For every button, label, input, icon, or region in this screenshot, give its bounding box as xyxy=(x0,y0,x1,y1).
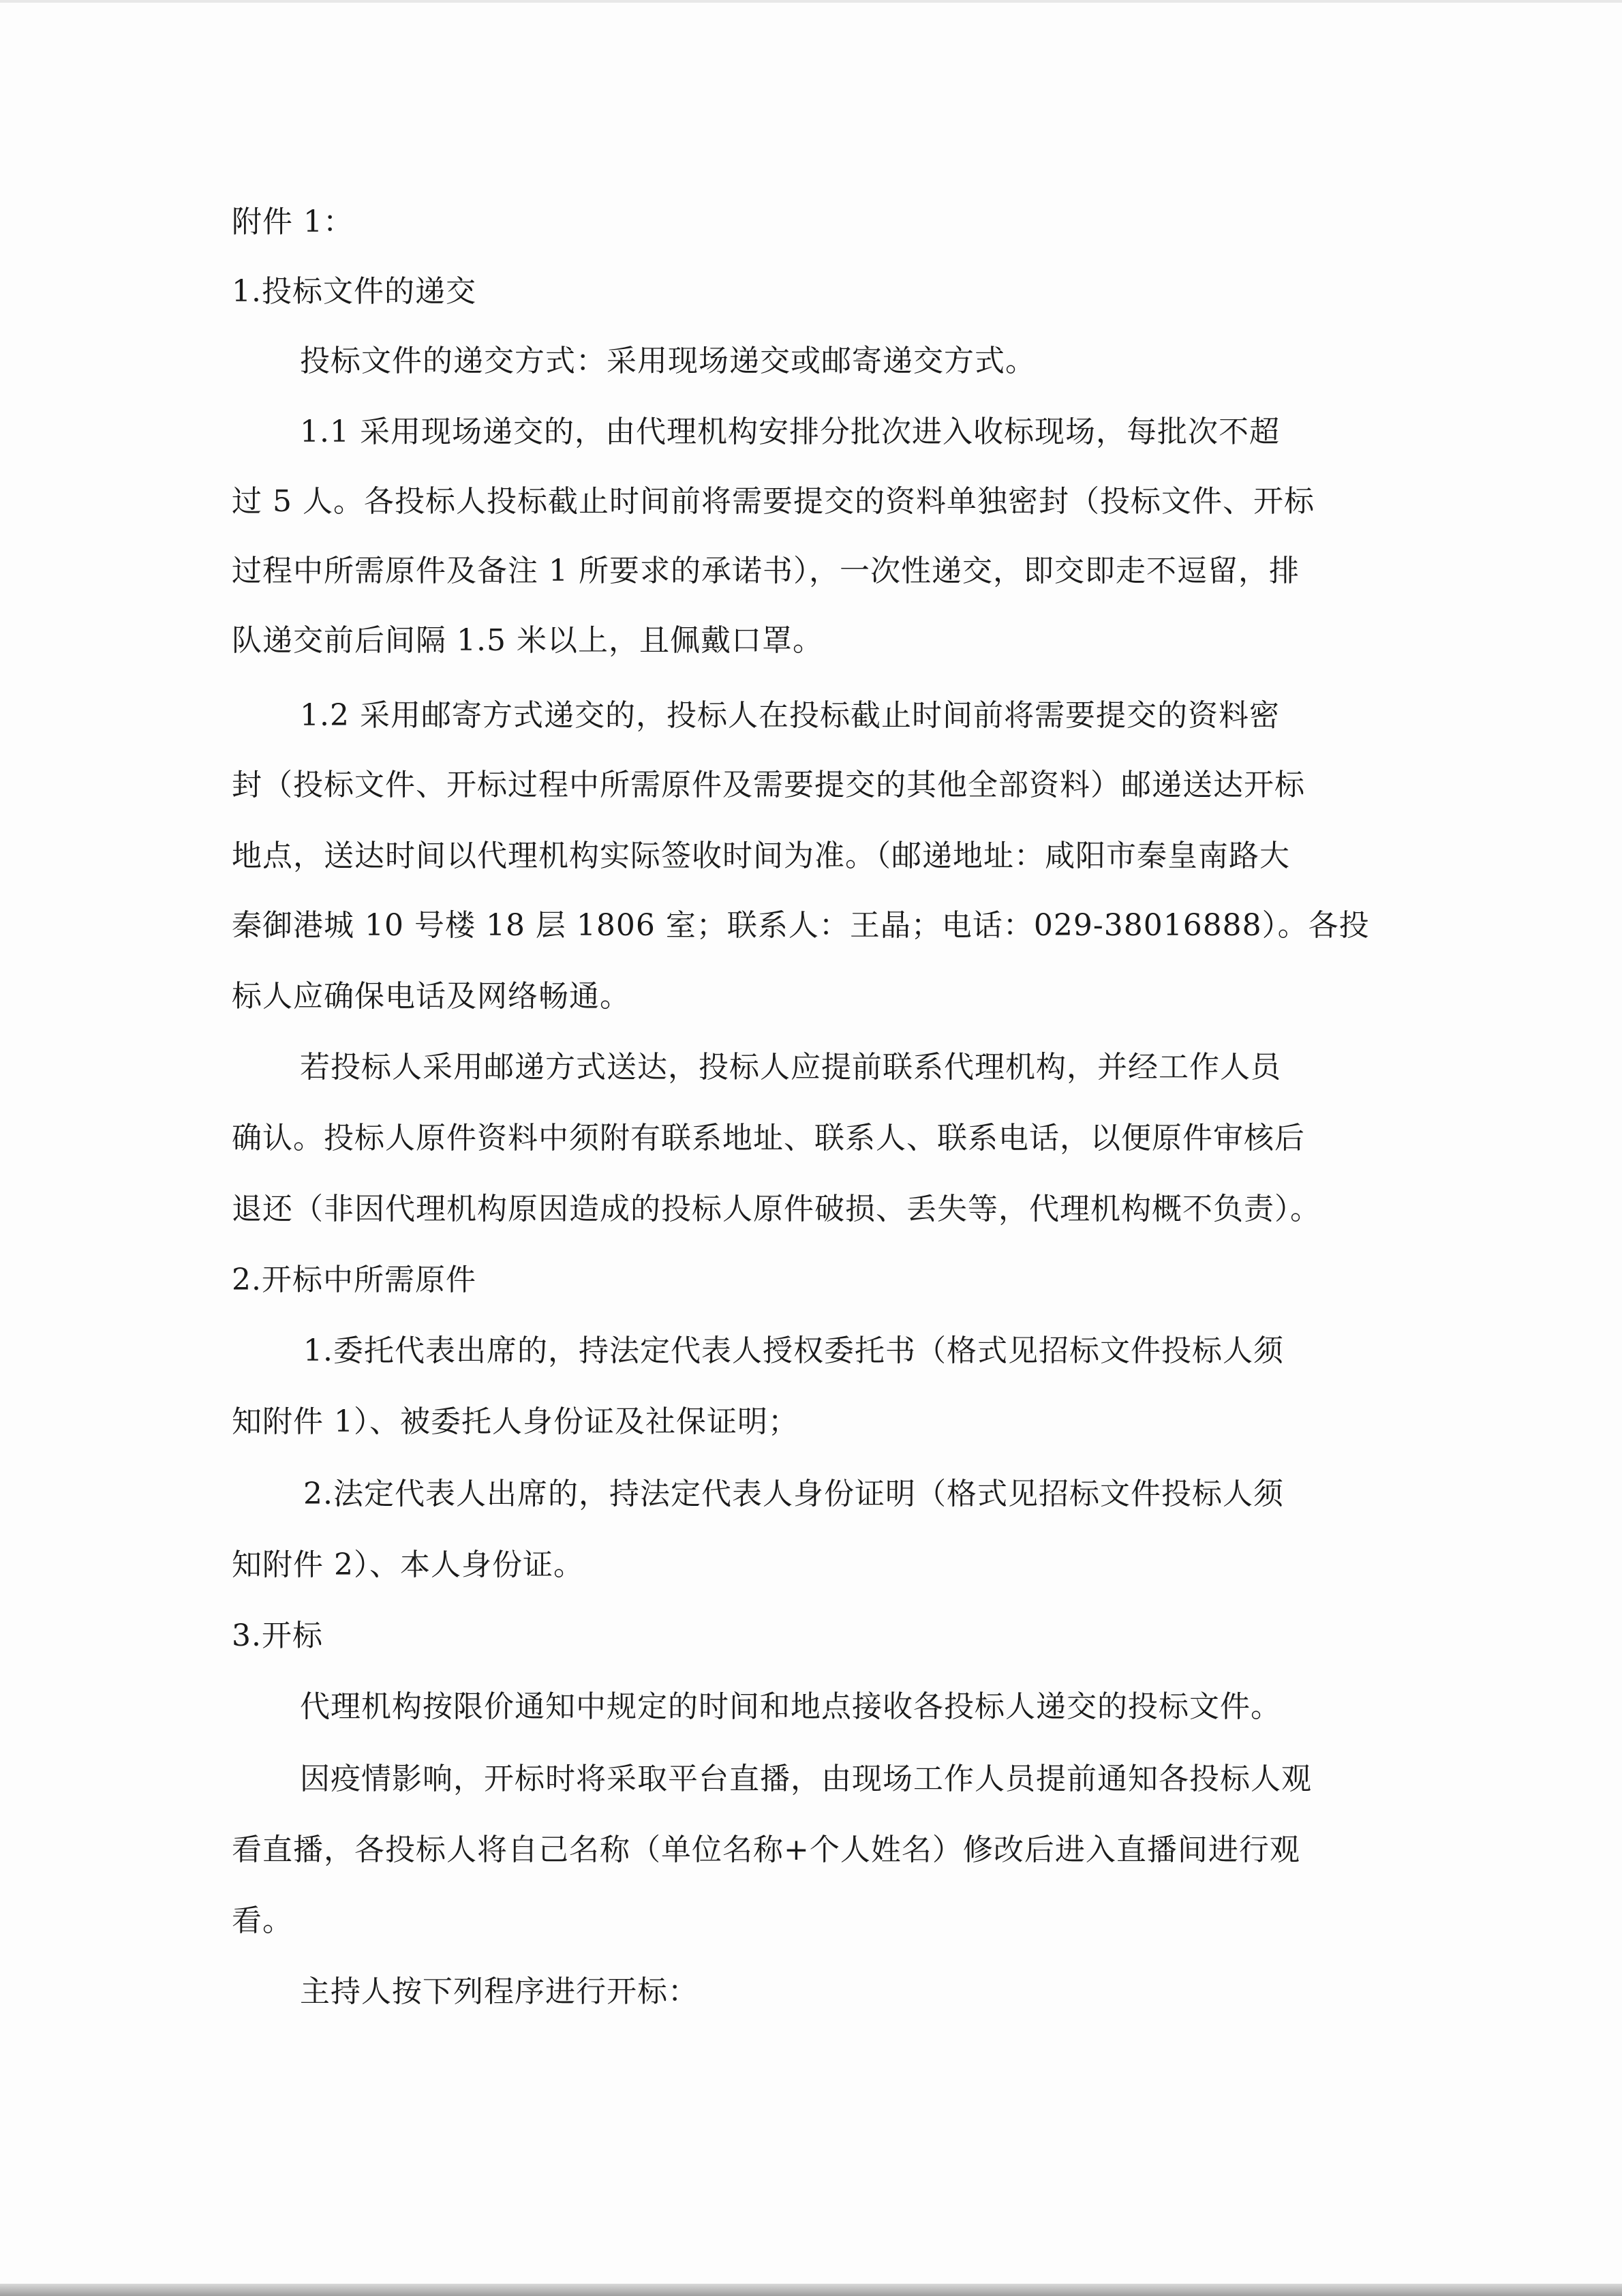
section3-heading: 3.开标 xyxy=(232,1618,323,1653)
item1-line: 知附件 1）、被委托人身份证及社保证明； xyxy=(232,1404,799,1439)
p1-1-line: 过程中所需原件及备注 1 所要求的承诺书），一次性递交，即交即走不逗留，排 xyxy=(232,554,1300,588)
mail-para-line: 退还（非因代理机构原因造成的投标人原件破损、丢失等，代理机构概不负责）。 xyxy=(232,1192,1321,1226)
section2-heading: 2.开标中所需原件 xyxy=(232,1263,476,1297)
attachment-label: 附件 1： xyxy=(232,205,354,239)
mail-para-line: 确认。投标人原件资料中须附有联系地址、联系人、联系电话，以便原件审核后 xyxy=(232,1121,1305,1155)
section3-p2-line: 因疫情影响，开标时将采取平台直播，由现场工作人员提前通知各投标人观 xyxy=(300,1762,1312,1796)
section3-p3: 主持人按下列程序进行开标： xyxy=(300,1974,699,2009)
p1-1-line: 1.1 采用现场递交的，由代理机构安排分批次进入收标现场，每批次不超 xyxy=(300,414,1280,449)
item1-line: 1.委托代表出席的，持法定代表人授权委托书（格式见招标文件投标人须 xyxy=(303,1333,1284,1368)
p1-1-line: 队递交前后间隔 1.5 米以上，且佩戴口罩。 xyxy=(232,623,823,658)
item2-line: 2.法定代表人出席的，持法定代表人身份证明（格式见招标文件投标人须 xyxy=(303,1477,1284,1511)
p1-2-line: 地点，送达时间以代理机构实际签收时间为准。（邮递地址：咸阳市秦皇南路大 xyxy=(232,839,1290,873)
p1-2-line: 封（投标文件、开标过程中所需原件及需要提交的其他全部资料）邮递送达开标 xyxy=(232,768,1305,802)
p1-2-line: 秦御港城 10 号楼 18 层 1806 室；联系人：王晶；电话：029-38016888）。各投 xyxy=(232,908,1370,943)
p1-2-line: 1.2 采用邮寄方式递交的，投标人在投标截止时间前将需要提交的资料密 xyxy=(300,698,1280,733)
p1-1-line: 过 5 人。各投标人投标截止时间前将需要提交的资料单独密封（投标文件、开标 xyxy=(232,484,1315,519)
item2-line: 知附件 2）、本人身份证。 xyxy=(232,1547,584,1582)
section3-p2-line: 看。 xyxy=(232,1903,293,1938)
mail-para-line: 若投标人采用邮递方式送达，投标人应提前联系代理机构，并经工作人员 xyxy=(300,1050,1281,1085)
section1-heading: 1.投标文件的递交 xyxy=(232,274,476,309)
section3-p2-line: 看直播，各投标人将自己名称（单位名称+个人姓名）修改后进入直播间进行观 xyxy=(232,1832,1300,1867)
scan-bottom-edge xyxy=(0,2284,1622,2296)
scan-top-edge xyxy=(0,0,1622,3)
section3-p1: 代理机构按限价通知中规定的时间和地点接收各投标人递交的投标文件。 xyxy=(300,1689,1281,1724)
section1-method: 投标文件的递交方式：采用现场递交或邮寄递交方式。 xyxy=(300,344,1036,378)
p1-2-line: 标人应确保电话及网络畅通。 xyxy=(232,979,630,1014)
